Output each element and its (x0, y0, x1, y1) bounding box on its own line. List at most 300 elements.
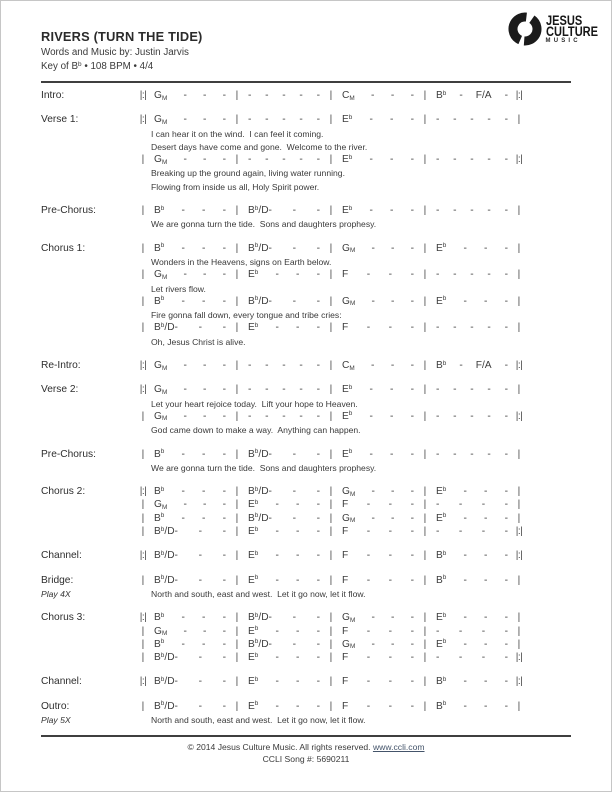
barline: | (235, 676, 239, 688)
chord-symbol: $E^b$ (436, 242, 447, 254)
beat-dash: - (487, 269, 491, 281)
minor-subscript: M (161, 364, 168, 372)
barline: | (329, 322, 333, 334)
barline: | (235, 90, 239, 101)
lyric-line: Flowing from inside us all, Holy Spirit power. (151, 181, 320, 192)
flat-accidental: b (254, 611, 259, 619)
chord-symbol: $E^b$ (342, 410, 353, 422)
section-label: Outro: (41, 700, 70, 712)
chord-symbol: $B^b/D-$ (248, 242, 272, 254)
flat-accidental: b (348, 204, 353, 212)
beat-dash: - (504, 638, 508, 650)
chord-symbol: $E^b$ (342, 113, 353, 126)
beat-dash: - (458, 526, 463, 538)
beat-dash: - (463, 676, 467, 688)
barline: | (141, 322, 145, 334)
beat-dash: - (222, 486, 226, 498)
chord-symbol: GM (342, 512, 356, 525)
beat-dash: - (410, 90, 414, 101)
barline: | (235, 269, 239, 281)
beat-dash: - (222, 90, 226, 101)
chords-line (136, 384, 571, 395)
chord-symbol: $B^b$ (436, 549, 447, 562)
beat-dash: - (265, 384, 269, 396)
repeat-barline: |:| (139, 384, 147, 396)
beat-dash: - (282, 410, 286, 422)
barline: | (329, 295, 333, 307)
barline: | (141, 526, 145, 538)
beat-dash: - (390, 154, 394, 166)
beat-dash: - (504, 154, 508, 166)
beat-dash: - (282, 384, 286, 396)
chord-symbol: F (342, 700, 349, 712)
repeat-barline: |:| (515, 154, 523, 166)
beat-dash: - (481, 625, 486, 637)
beat-dash: - (183, 410, 187, 422)
chord-symbol: $B^b/D-$ (154, 700, 178, 712)
measure (432, 612, 512, 623)
beat-dash: - (470, 410, 474, 422)
flat-accidental: b (254, 295, 259, 303)
repeat-barline: |:| (515, 360, 523, 372)
beat-dash: - (484, 486, 488, 498)
repeat-barline: |:| (139, 550, 147, 562)
measure (150, 154, 230, 165)
beat-dash: - (316, 384, 320, 396)
lyric-line: We are gonna turn the tide. Sons and daughters prophesy. (151, 219, 377, 230)
beat-dash: - (222, 574, 226, 586)
beat-dash: - (183, 269, 187, 281)
measure (244, 499, 324, 510)
chart-row (41, 309, 571, 322)
barline: | (329, 676, 333, 688)
repeat-barline: |:| (139, 90, 147, 101)
lyric-line: Oh, Jesus Christ is alive. (151, 336, 246, 347)
chord-symbol: $E^b$ (436, 295, 447, 307)
beat-dash: - (369, 114, 373, 126)
chart-row (41, 360, 571, 373)
barline: | (141, 574, 145, 586)
beat-dash: - (484, 700, 488, 712)
beat-dash: - (316, 205, 320, 217)
section-pre-chorus-1 (41, 205, 571, 232)
beat-dash: - (203, 499, 207, 511)
measure (338, 90, 418, 101)
beat-dash: - (504, 700, 508, 712)
beat-dash: - (504, 242, 508, 254)
beat-dash: - (202, 638, 206, 650)
chord-symbol: CM (342, 90, 355, 102)
jesus-culture-logo (507, 11, 610, 47)
chart-row (41, 128, 571, 141)
beat-dash: - (410, 625, 414, 637)
flat-accidental: b (442, 295, 447, 303)
barline: | (423, 360, 427, 372)
minor-subscript: M (349, 643, 356, 651)
measure (150, 243, 230, 254)
chords-line (136, 526, 571, 537)
chord-symbol: $E^b$ (436, 611, 447, 624)
chord-symbol: $B^b$ (436, 574, 447, 586)
beat-dash: - (390, 205, 394, 217)
beat-dash: - (391, 242, 395, 254)
minor-subscript: M (349, 490, 356, 498)
minor-subscript: M (161, 94, 168, 102)
beat-dash: - (198, 652, 202, 664)
song-number: CCLI Song #: 5690211 (262, 753, 350, 764)
barline: | (329, 512, 333, 524)
beat-dash: - (388, 625, 393, 637)
beat-dash: - (316, 612, 320, 624)
beat-dash: - (487, 322, 491, 334)
chords-line (136, 269, 571, 280)
flat-accidental: b (348, 410, 353, 418)
beat-dash: - (181, 486, 185, 498)
chord-symbol: $E^b$ (248, 574, 259, 586)
measure (338, 269, 418, 280)
beat-dash: - (388, 322, 393, 334)
beat-dash: - (388, 574, 393, 586)
beat-dash: - (202, 486, 206, 498)
beat-dash: - (316, 154, 320, 166)
beat-dash: - (453, 384, 457, 396)
beat-dash: - (504, 295, 508, 307)
beat-dash: - (504, 322, 508, 334)
measure (338, 626, 418, 637)
beat-dash: - (371, 638, 375, 650)
key-line: Key of $B^b$ • 108 BPM • 4/4 (41, 60, 154, 72)
chart-row (41, 701, 571, 714)
barline: | (329, 526, 333, 538)
barline: | (235, 512, 239, 524)
beat-dash: - (388, 269, 393, 281)
beat-dash: - (388, 700, 393, 712)
barline: | (141, 295, 145, 307)
chart-row (41, 424, 571, 437)
measure (150, 360, 230, 371)
chart-row (41, 269, 571, 282)
chord-symbol: $B^b$ (436, 89, 447, 101)
beat-dash: - (436, 652, 440, 664)
chord-symbol: F (342, 625, 349, 637)
beat-dash: - (504, 269, 508, 281)
flat-accidental: b (442, 512, 447, 520)
beat-dash: - (463, 550, 467, 562)
beat-dash: - (484, 242, 488, 254)
barline: | (329, 486, 333, 498)
beat-dash: - (202, 448, 206, 460)
beat-dash: - (390, 360, 395, 372)
barline: | (141, 499, 145, 511)
chords-line (136, 243, 571, 254)
barline: | (517, 574, 521, 586)
beat-dash: - (296, 625, 300, 637)
beat-dash: - (222, 360, 226, 372)
flat-accidental: b (254, 204, 259, 212)
repeat-barline: |:| (515, 526, 523, 538)
barline: | (329, 410, 333, 422)
header-divider (41, 81, 571, 83)
beat-dash: - (463, 700, 467, 712)
chart-row (41, 714, 571, 727)
chord-symbol: $B^b$ (436, 675, 447, 688)
repeat-barline: |:| (139, 114, 147, 126)
measure (150, 626, 230, 637)
measure (432, 269, 512, 280)
measure (150, 296, 230, 307)
chord-symbol: $B^b/D-$ (248, 512, 272, 524)
beat-dash: - (203, 360, 207, 372)
flat-accidental: b (442, 485, 447, 493)
flat-accidental: b (160, 700, 165, 708)
beat-dash: - (410, 322, 414, 334)
beat-dash: - (265, 410, 269, 422)
barline: | (423, 448, 427, 460)
beat-dash: - (410, 700, 414, 712)
beat-dash: - (463, 295, 467, 307)
beat-dash: - (410, 154, 414, 166)
beat-dash: - (487, 384, 491, 396)
barline: | (423, 499, 427, 511)
flat-accidental: b (160, 675, 165, 683)
beat-dash: - (369, 154, 373, 166)
measure (432, 411, 512, 422)
barline: | (141, 700, 145, 712)
flat-accidental: b (160, 295, 165, 303)
beat-dash: - (296, 550, 300, 562)
beat-dash: - (453, 205, 457, 217)
barline: | (235, 700, 239, 712)
beat-dash: - (316, 550, 320, 562)
chord-symbol: $B^b$ (154, 638, 165, 650)
beat-dash: - (299, 114, 303, 126)
beat-dash: - (203, 90, 207, 101)
barline: | (329, 499, 333, 511)
beat-dash: - (316, 676, 320, 688)
barline: | (235, 448, 239, 460)
measure (338, 639, 418, 650)
measure (150, 411, 230, 422)
beat-dash: - (410, 242, 414, 254)
beat-dash: - (391, 486, 395, 498)
barline: | (517, 448, 521, 460)
barline: | (329, 360, 333, 372)
logo-ring-icon (507, 11, 543, 47)
beat-dash: - (436, 114, 440, 126)
barline: | (423, 625, 427, 637)
section-label: Pre-Chorus: (41, 205, 96, 217)
beat-dash: - (453, 114, 457, 126)
repeat-barline: |:| (139, 612, 147, 624)
measure (432, 296, 512, 307)
chord-symbol: $B^b$ (436, 700, 447, 712)
beat-dash: - (198, 574, 202, 586)
chord-symbol: $B^b$ (154, 611, 165, 624)
beat-dash: - (410, 448, 414, 460)
beat-dash: - (203, 269, 207, 281)
barline: | (517, 700, 521, 712)
flat-accidental: b (160, 549, 165, 557)
measure (244, 114, 324, 125)
barline: | (517, 242, 521, 254)
measure (244, 296, 324, 307)
beat-dash: - (198, 676, 202, 688)
chord-symbol: $E^b$ (342, 153, 353, 166)
measure (150, 269, 230, 280)
beat-dash: - (470, 205, 474, 217)
flat-accidental: b (254, 321, 259, 329)
barline: | (423, 384, 427, 396)
minor-subscript: M (349, 247, 356, 255)
measure (338, 526, 418, 537)
beat-dash: - (222, 205, 226, 217)
beat-dash: - (265, 90, 269, 101)
measure (150, 205, 230, 216)
beat-dash: - (484, 638, 488, 650)
chord-symbol: GM (342, 242, 356, 255)
beat-dash: - (299, 154, 303, 166)
measure (432, 154, 512, 165)
measure (338, 360, 418, 371)
chord-symbol: GM (342, 486, 356, 498)
chart-row (41, 336, 571, 349)
beat-dash: - (248, 360, 252, 372)
barline: | (329, 574, 333, 586)
section-pre-chorus-2 (41, 449, 571, 476)
section-verse-1 (41, 114, 571, 194)
measure (338, 154, 418, 165)
barline: | (235, 486, 239, 498)
flat-accidental: b (348, 113, 353, 121)
beat-dash: - (487, 448, 491, 460)
chart-row (41, 154, 571, 167)
beat-dash: - (198, 700, 202, 712)
section-label: Verse 1: (41, 114, 79, 126)
beat-dash: - (183, 625, 187, 637)
beat-dash: - (366, 652, 371, 664)
chord-symbol: $E^b$ (436, 512, 447, 524)
flat-accidental: b (442, 359, 447, 367)
beat-dash: - (316, 638, 320, 650)
chord-symbol: $B^b$ (154, 512, 165, 524)
minor-subscript: M (349, 364, 355, 372)
beat-dash: - (484, 612, 488, 624)
flat-accidental: b (254, 675, 259, 683)
measure (150, 575, 230, 586)
flat-accidental: b (442, 549, 447, 557)
beat-dash: - (296, 574, 300, 586)
chords-line (136, 575, 571, 586)
beat-dash: - (463, 612, 467, 624)
minor-subscript: M (349, 94, 355, 102)
beat-dash: - (436, 322, 440, 334)
chart-row (41, 205, 571, 218)
beat-dash: - (371, 360, 375, 372)
barline: | (423, 154, 427, 166)
chord-symbol: $E^b$ (342, 204, 353, 217)
chord-symbol: $B^b/D-$ (248, 638, 272, 650)
chord-symbol: GM (154, 90, 168, 102)
beat-dash: - (222, 114, 226, 126)
beat-dash: - (504, 625, 508, 637)
beat-dash: - (275, 526, 279, 538)
beat-dash: - (181, 512, 185, 524)
barline: | (517, 625, 521, 637)
barline: | (517, 269, 521, 281)
footer (41, 735, 571, 765)
beat-dash: - (481, 526, 486, 538)
barline: | (423, 90, 427, 101)
beat-dash: - (504, 499, 508, 511)
barline: | (329, 550, 333, 562)
beat-dash: - (282, 90, 286, 101)
ccli-link[interactable]: www.ccli.com (372, 742, 425, 752)
beat-dash: - (388, 652, 393, 664)
barline: | (517, 486, 521, 498)
measure (150, 639, 230, 650)
beat-dash: - (299, 410, 303, 422)
barline: | (329, 90, 333, 101)
chord-symbol: $B^b$ (154, 242, 165, 254)
beat-dash: - (183, 154, 187, 166)
chart-row (41, 141, 571, 154)
beat-dash: - (453, 322, 457, 334)
beat-dash: - (436, 499, 440, 511)
beat-dash: - (181, 612, 185, 624)
beat-dash: - (410, 612, 414, 624)
chart-row (41, 676, 571, 689)
beat-dash: - (504, 384, 508, 396)
measure (244, 513, 324, 524)
chord-symbol: $E^b$ (248, 525, 259, 538)
chord-symbol: F/A (475, 90, 492, 101)
flat-accidental: b (348, 153, 353, 161)
repeat-barline: |:| (515, 550, 523, 562)
copyright-text: © 2014 Jesus Culture Music. All rights reserved. (187, 742, 371, 752)
chords-line (136, 114, 571, 125)
beat-dash: - (371, 90, 375, 101)
chord-symbol: GM (154, 114, 168, 126)
barline: | (423, 295, 427, 307)
beat-dash: - (410, 360, 414, 372)
chord-symbol: $B^b$ (436, 359, 447, 372)
flat-accidental: b (160, 242, 165, 250)
chord-symbol: $E^b$ (248, 700, 259, 712)
beat-dash: - (181, 295, 185, 307)
beat-dash: - (453, 410, 457, 422)
beat-dash: - (248, 114, 252, 126)
measure (150, 612, 230, 623)
chart-row (41, 90, 571, 103)
beat-dash: - (458, 499, 463, 511)
measure (244, 701, 324, 712)
barline: | (329, 448, 333, 460)
barline: | (329, 154, 333, 166)
flat-accidental: b (442, 700, 447, 708)
beat-dash: - (316, 486, 320, 498)
beat-dash: - (390, 90, 395, 101)
measure (338, 322, 418, 333)
barline: | (517, 205, 521, 217)
barline: | (235, 360, 239, 372)
repeat-barline: |:| (139, 676, 147, 688)
minor-subscript: M (161, 158, 168, 166)
chords-line (136, 626, 571, 637)
chord-symbol: GM (154, 410, 168, 423)
chart-body (41, 90, 571, 738)
section-label: Chorus 3: (41, 612, 86, 624)
minor-subscript: M (349, 300, 356, 308)
